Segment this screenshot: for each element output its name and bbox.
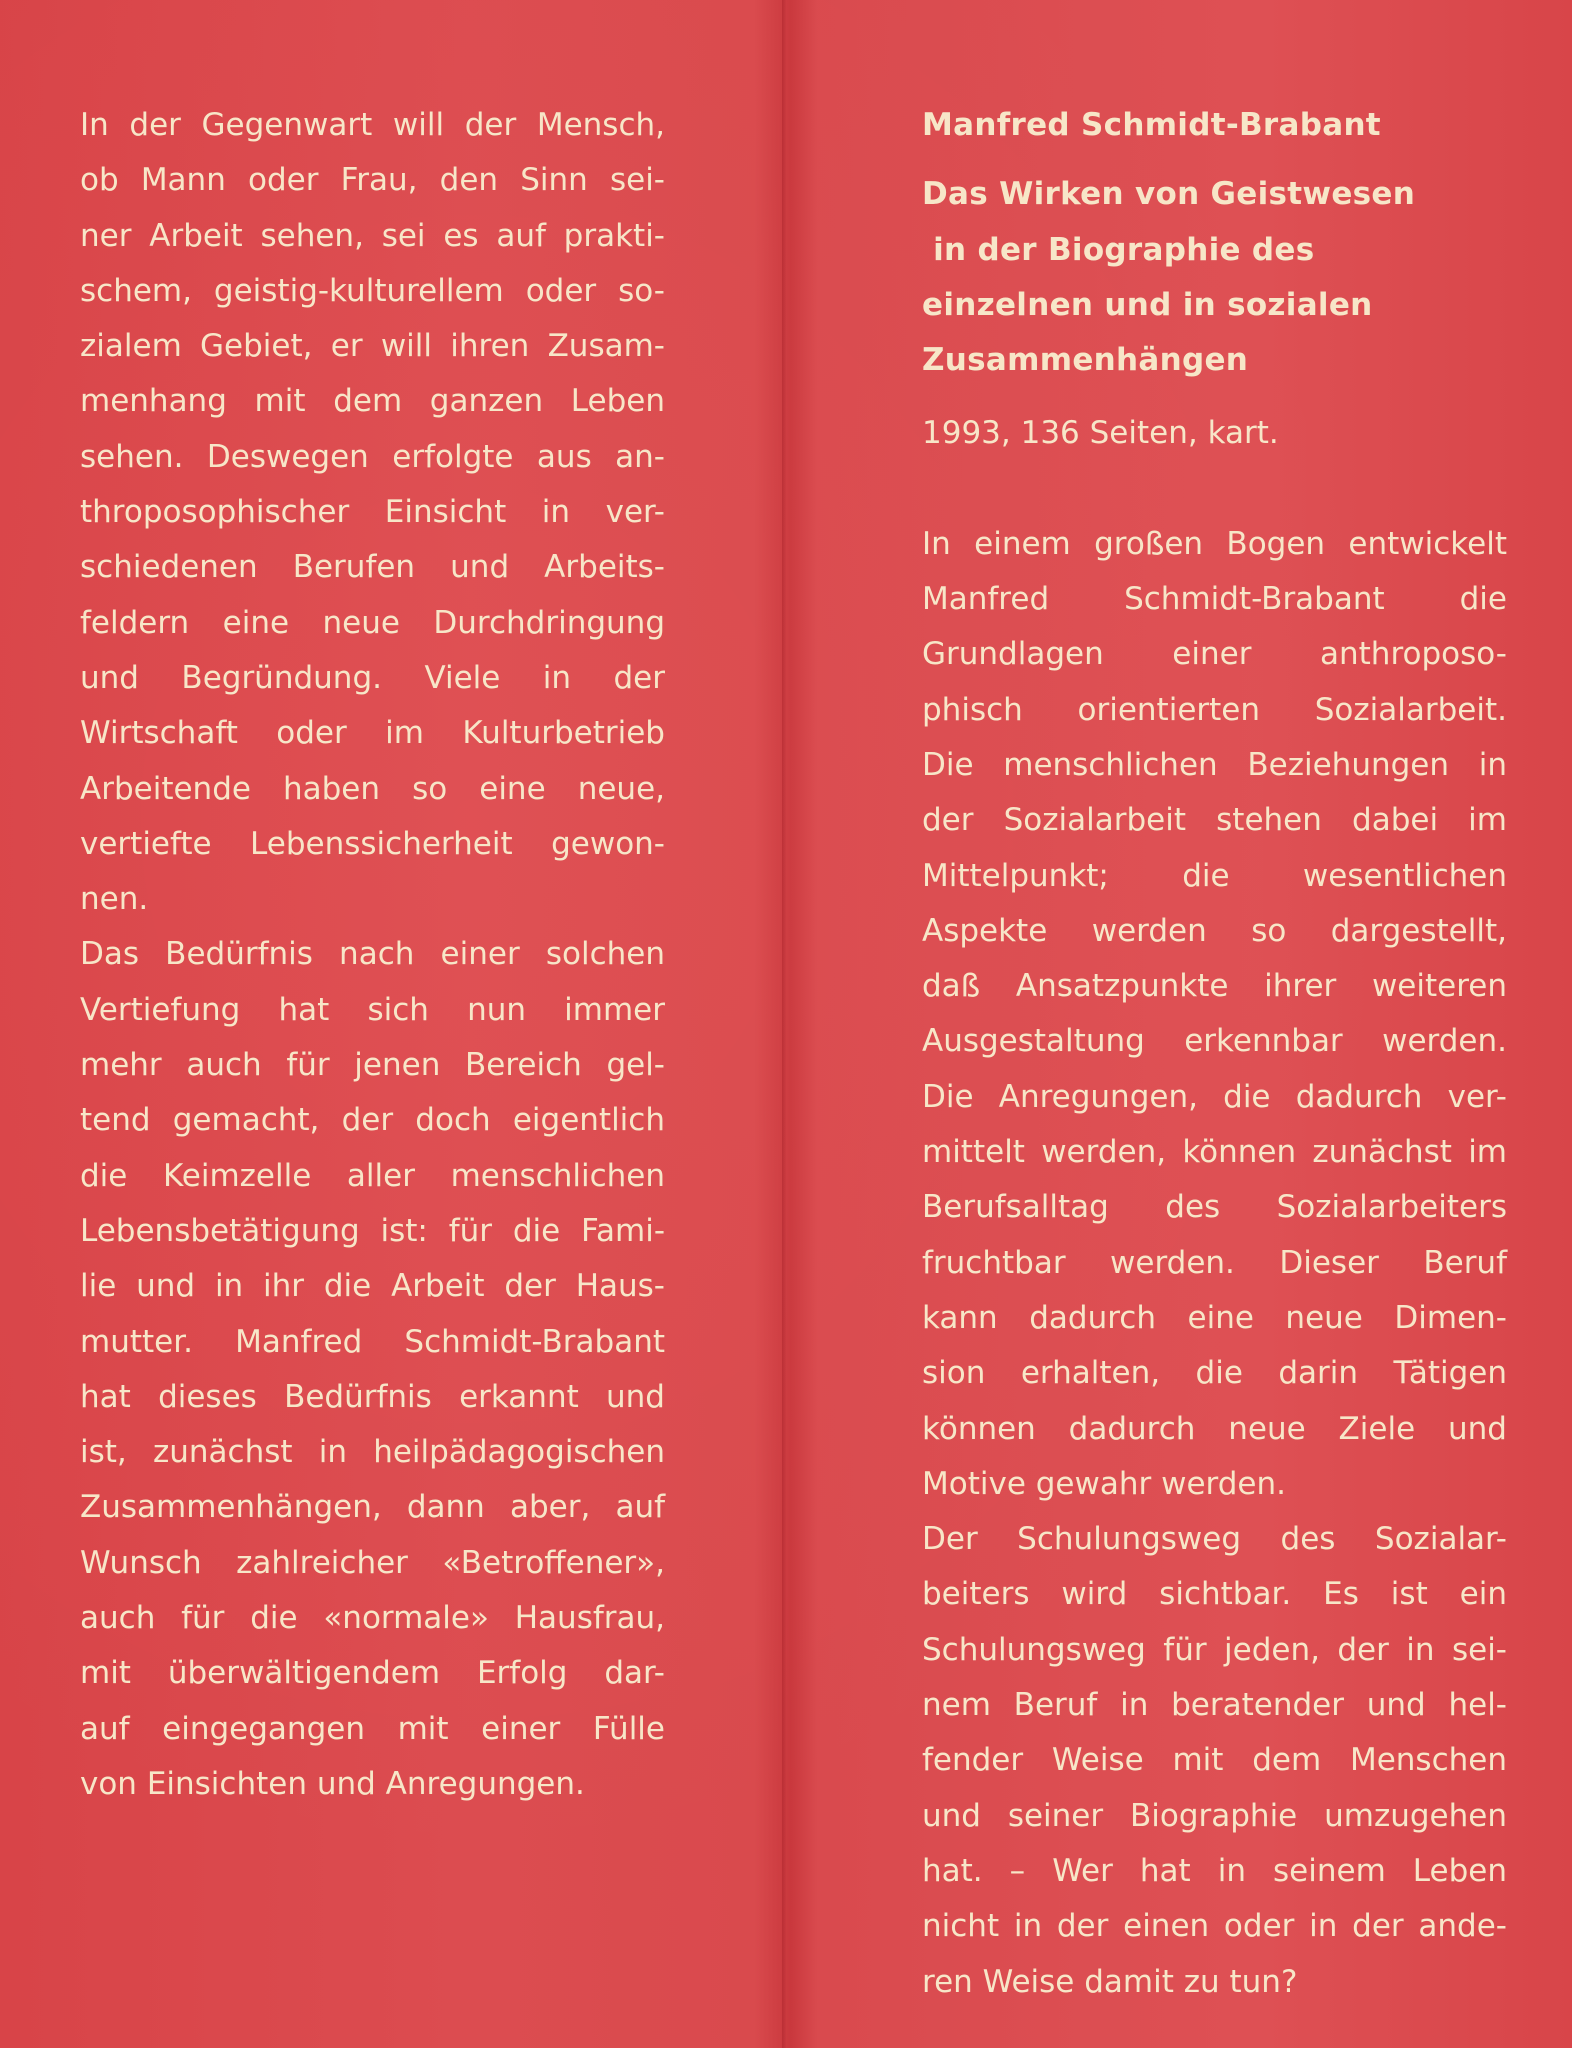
text-line: vertiefte Lebenssicherheit gewon- — [80, 825, 665, 862]
book-title-line: Das Wirken von Geistwesen — [922, 176, 1416, 213]
text-line: ob Mann oder Frau, den Sinn sei- — [80, 162, 665, 199]
text-line: nem Beruf in beratender und hel- — [922, 1687, 1507, 1724]
text-line: Arbeitende haben so eine neue, — [80, 770, 665, 807]
text-line: der Sozialarbeit stehen dabei im — [922, 802, 1507, 839]
text-line: auch für die «normale» Hausfrau, — [80, 1600, 665, 1637]
text-line: und seiner Biographie umzugehen — [922, 1797, 1507, 1834]
text-line: menhang mit dem ganzen Leben — [80, 383, 665, 420]
book-title-line: Zusammenhängen — [922, 342, 1249, 379]
text-line: Das Bedürfnis nach einer solchen — [80, 936, 665, 973]
text-line: In einem großen Bogen entwickelt — [922, 525, 1507, 562]
text-line: nen. — [80, 881, 149, 918]
text-line: throposophischer Einsicht in ver- — [80, 494, 665, 531]
text-line: Die menschlichen Beziehungen in — [922, 746, 1507, 783]
book-author: Manfred Schmidt-Brabant — [922, 107, 1381, 143]
text-line: mutter. Manfred Schmidt-Brabant — [80, 1323, 665, 1360]
text-line: feldern eine neue Durchdringung — [80, 604, 665, 641]
text-line: schiedenen Berufen und Arbeits- — [80, 549, 665, 586]
text-line: die Keimzelle aller menschlichen — [80, 1157, 665, 1194]
text-line: ren Weise damit zu tun? — [922, 1963, 1298, 2000]
text-line: Manfred Schmidt-Brabant die — [922, 581, 1507, 618]
text-line: kann dadurch eine neue Dimen- — [922, 1299, 1507, 1336]
left-page-text — [80, 98, 665, 1812]
text-line: mit überwältigendem Erfolg dar- — [80, 1655, 665, 1692]
text-line: zialem Gebiet, er will ihren Zusam- — [80, 328, 665, 365]
text-line: In der Gegenwart will der Mensch, — [80, 107, 665, 143]
text-line: nicht in der einen oder in der ande- — [922, 1908, 1507, 1945]
text-line: Ausgestaltung erkennbar werden. — [922, 1023, 1507, 1060]
book-title-line: einzelnen und in sozialen — [922, 286, 1373, 323]
text-line: Wirtschaft oder im Kulturbetrieb — [80, 715, 665, 752]
text-line: sion erhalten, die darin Tätigen — [922, 1355, 1507, 1392]
text-line: lie und in ihr die Arbeit der Haus- — [80, 1268, 665, 1305]
text-line: Mittelpunkt; die wesentlichen — [922, 857, 1507, 894]
book-title-line: in der Biographie des — [922, 231, 1315, 268]
left-paragraph-2 — [80, 927, 665, 1812]
book-header — [922, 98, 1507, 517]
text-line: Berufsalltag des Sozialarbeiters — [922, 1189, 1507, 1226]
text-line: Grundlagen einer anthroposo- — [922, 636, 1507, 673]
text-line: fruchtbar werden. Dieser Beruf — [922, 1244, 1507, 1281]
text-line: fender Weise mit dem Menschen — [922, 1742, 1507, 1779]
left-paragraph-1 — [80, 98, 665, 927]
text-line: ist, zunächst in heilpädagogischen — [80, 1434, 665, 1471]
text-line: Wunsch zahlreicher «Betroffener», — [80, 1544, 665, 1581]
text-line: Motive gewahr werden. — [922, 1465, 1286, 1502]
text-line: auf eingegangen mit einer Fülle — [80, 1710, 665, 1747]
text-line: und Begründung. Viele in der — [80, 659, 665, 696]
text-line: Aspekte werden so dargestellt, — [922, 912, 1507, 949]
right-paragraph-1 — [922, 517, 1507, 1512]
text-line: Zusammenhängen, dann aber, auf — [80, 1489, 665, 1526]
text-line: schem, geistig-kulturellem oder so- — [80, 272, 665, 309]
text-line: phisch orientierten Sozialarbeit. — [922, 691, 1507, 728]
text-line: Die Anregungen, die dadurch ver- — [922, 1078, 1507, 1115]
page-fold — [782, 0, 786, 2048]
text-line: Der Schulungsweg des Sozialar- — [922, 1521, 1507, 1558]
text-line: daß Ansatzpunkte ihrer weiteren — [922, 968, 1507, 1005]
text-line: tend gemacht, der doch eigentlich — [80, 1102, 665, 1139]
text-line: hat dieses Bedürfnis erkannt und — [80, 1378, 665, 1415]
text-line: Schulungsweg für jeden, der in sei- — [922, 1631, 1507, 1668]
text-line: hat. – Wer hat in seinem Leben — [922, 1852, 1507, 1889]
text-line: ner Arbeit sehen, sei es auf prakti- — [80, 217, 665, 254]
text-line: Vertiefung hat sich nun immer — [80, 991, 665, 1028]
right-page-text — [922, 98, 1507, 2010]
right-paragraph-2 — [922, 1512, 1507, 2010]
text-line: Lebensbetätigung ist: für die Fami- — [80, 1212, 665, 1249]
publication-info: 1993, 136 Seiten, kart. — [922, 415, 1279, 452]
text-line: können dadurch neue Ziele und — [922, 1410, 1507, 1447]
text-line: mehr auch für jenen Bereich gel- — [80, 1047, 665, 1084]
text-line: mittelt werden, können zunächst im — [922, 1134, 1507, 1171]
text-line: sehen. Deswegen erfolgte aus an- — [80, 438, 665, 475]
text-line: von Einsichten und Anregungen. — [80, 1765, 585, 1802]
text-line: beiters wird sichtbar. Es ist ein — [922, 1576, 1507, 1613]
